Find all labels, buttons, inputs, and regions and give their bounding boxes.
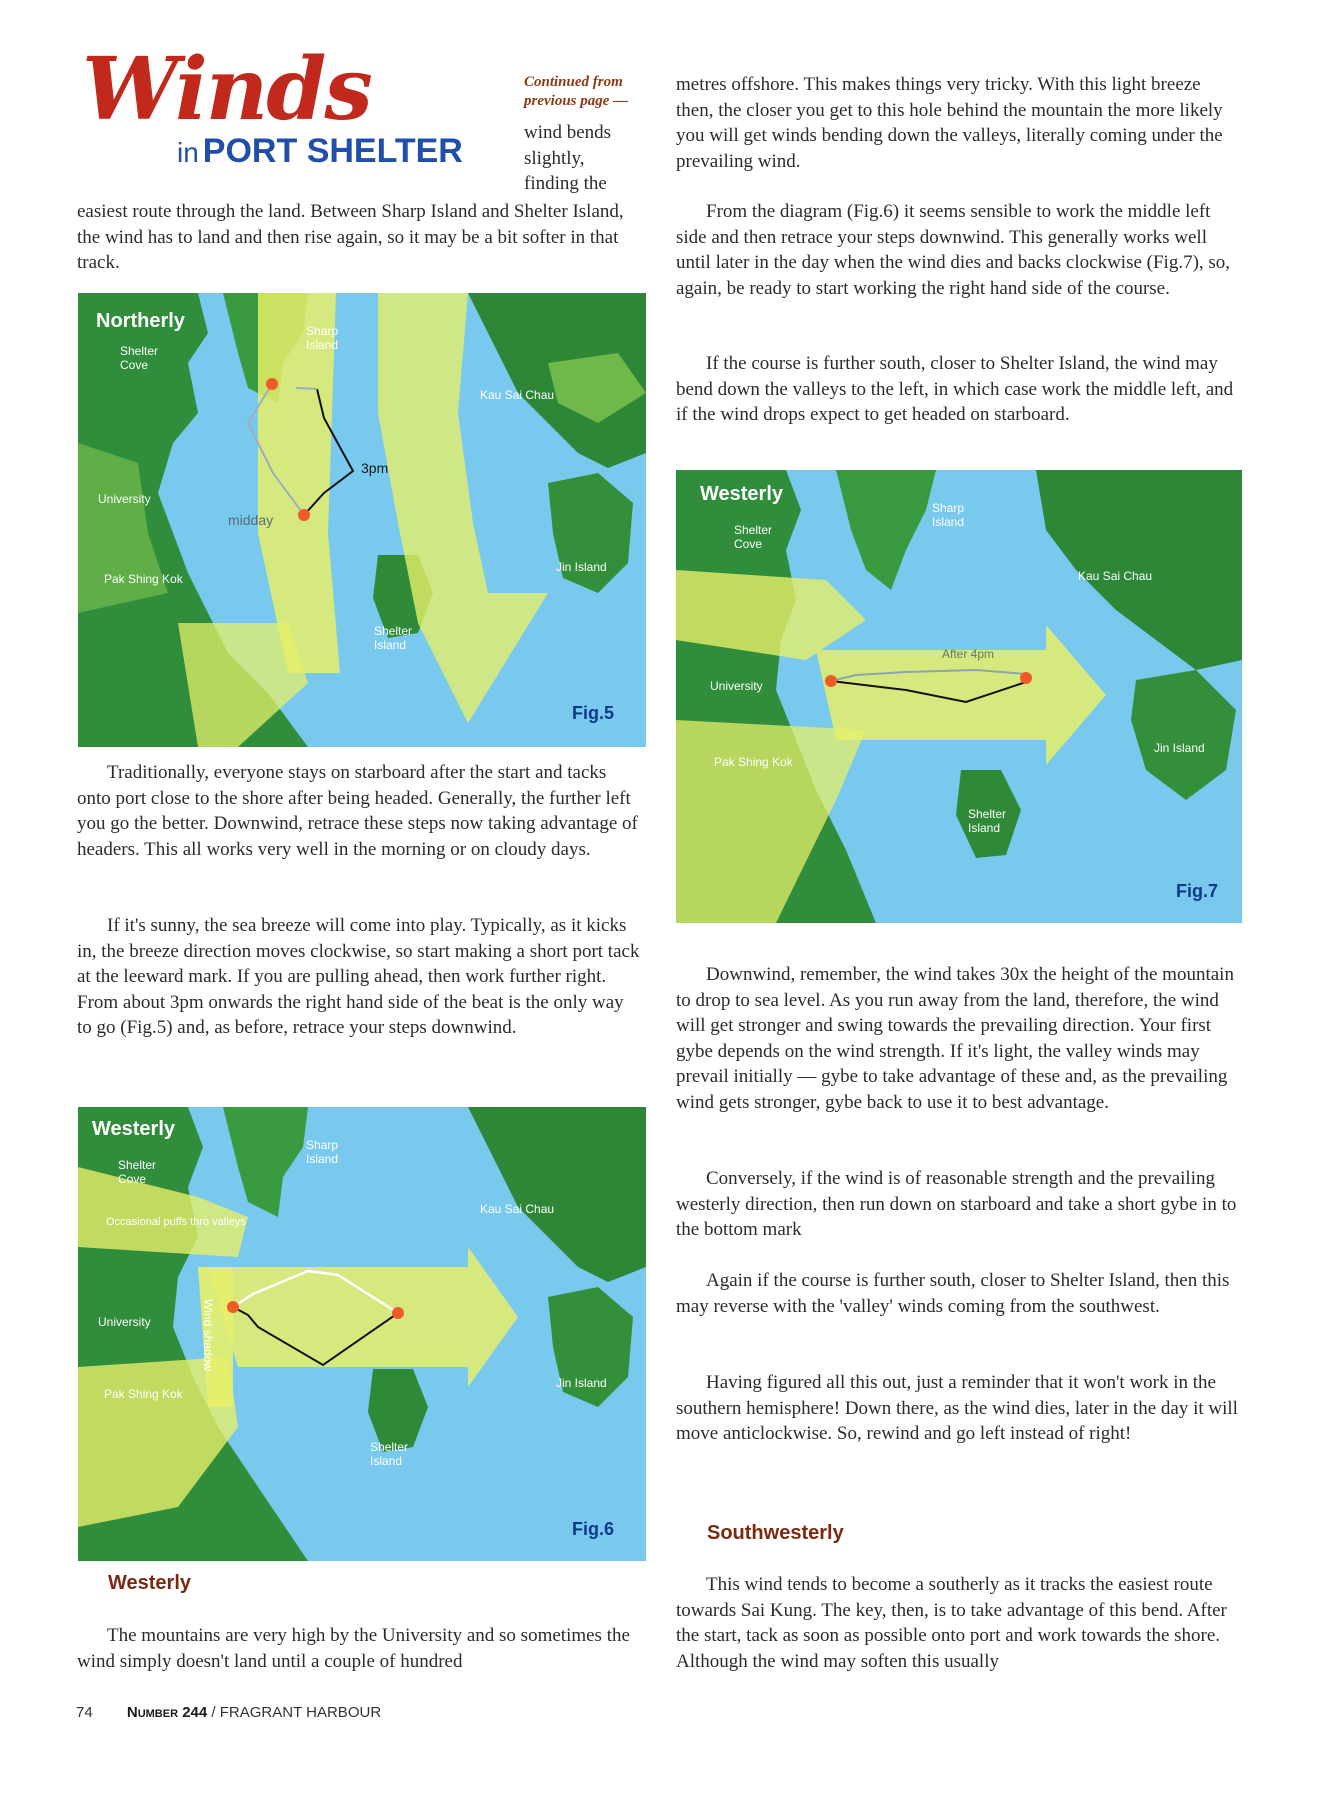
fig6-label-shelter-island: Island — [370, 1454, 403, 1468]
fig6-right-mark — [392, 1307, 404, 1319]
page-number: 74 — [76, 1704, 93, 1721]
intro-wrap — [524, 120, 644, 197]
fig6-label-kau-sai-chau: Kau Sai Chau — [480, 1202, 555, 1216]
footer-number-word: Number — [126, 1704, 179, 1721]
fig5-bottom-mark — [298, 509, 310, 521]
right-paragraph-2: From the diagram (Fig.6) it seems sensible to work the middle left side and then retrace your steps downwind. This generally works well until later in the day when the wind dies and backs clockwise (Fig.7), so, again, be ready to start working the right hand side of the course. — [676, 201, 1231, 299]
continued-note: Continued from previous page — — [524, 74, 629, 109]
fig5-label-sharp: Island — [306, 338, 339, 352]
fig6-label-jin-island: Jin Island — [556, 1376, 607, 1390]
fig5-label-shelter-cove: Cove — [120, 358, 149, 372]
fig5-label-shelter-island: Island — [374, 638, 407, 652]
fig7-label-kau-sai-chau: Kau Sai Chau — [1078, 569, 1153, 583]
fig5-label: Fig.5 — [572, 703, 615, 723]
figure-6-map — [78, 1107, 646, 1561]
right-paragraph-4: Downwind, remember, the wind takes 30x the height of the mountain to drop to sea level. As you run away from the land, therefore, the wind will get stronger and swing towards the prevailing direction. Your first gybe depends on the wind strength. If it's light, the valley winds may prevail initially — gybe to take advantage of these and, as the prevailing wind gets stronger, gybe back to use it to best advantage. — [676, 964, 1234, 1113]
title-subtitle — [177, 132, 463, 171]
fig5-label-sharp: Sharp — [306, 324, 339, 338]
subhead-southwesterly: Southwesterly — [707, 1522, 844, 1544]
fig6-heading: Westerly — [92, 1118, 176, 1140]
left-paragraph-1: Traditionally, everyone stays on starboard after the start and tacks onto port close to the shore after being headed. Generally, the further left you go the better. Downwind, retrace these steps now taking advantage of headers. This all works very well in the morning or on cloudy days. — [77, 762, 638, 860]
fig5-label-university: University — [98, 492, 151, 506]
fig6-svg — [78, 1107, 646, 1561]
fig6-label-university: University — [98, 1315, 151, 1329]
fig7-label-sharp: Sharp — [932, 501, 965, 515]
fig6-left-mark — [227, 1301, 239, 1313]
fig6-label: Fig.6 — [572, 1519, 615, 1539]
fig7-right-mark — [1020, 672, 1032, 684]
figure-7-map — [676, 470, 1242, 923]
fig5-label-midday: midday — [228, 512, 274, 528]
fig7-left-mark — [825, 675, 837, 687]
subhead-westerly: Westerly — [108, 1572, 192, 1594]
footer-publication: / FRAGRANT HARBOUR — [211, 1704, 382, 1721]
right-paragraph-7: Having figured all this out, just a reminder that it won't work in the southern hemisphere! Down there, as the wind dies, later in the day it will move anticlockwise. So, rewind and go left instead of right! — [676, 1372, 1238, 1444]
fig5-label-jin-island: Jin Island — [556, 560, 607, 574]
title-sub-main: PORT SHELTER — [202, 132, 463, 170]
fig6-label-sharp: Island — [306, 1152, 339, 1166]
fig7-label-jin-island: Jin Island — [1154, 741, 1205, 755]
left-paragraph-3: The mountains are very high by the University and so sometimes the wind simply doesn't land until a couple of hundred — [77, 1625, 630, 1672]
intro-line: wind bends — [524, 122, 612, 143]
right-paragraph-6: Again if the course is further south, closer to Shelter Island, then this may reverse with the 'valley' winds coming from the southwest. — [676, 1270, 1230, 1317]
article-title — [82, 40, 502, 170]
fig6-label-shelter-cove: Shelter — [118, 1158, 157, 1172]
fig7-svg — [676, 470, 1242, 923]
intro-line: slightly, — [524, 147, 585, 169]
fig6-label-wind-shadow: Wind shadow — [201, 1299, 215, 1372]
fig6-label-shelter-cove: Cove — [118, 1172, 147, 1186]
title-sub-prefix: in — [177, 137, 199, 168]
right-paragraph-5: Conversely, if the wind is of reasonable strength and the prevailing westerly direction, then run down on starboard and take a short gybe in to the bottom mark — [676, 1168, 1237, 1240]
fig7-label-pak-shing-kok: Pak Shing Kok — [714, 755, 793, 769]
fig7-label-shelter-island: Shelter — [968, 807, 1007, 821]
fig6-label-occasional: Occasional puffs thro valleys — [106, 1216, 246, 1228]
fig5-label-kau-sai-chau: Kau Sai Chau — [480, 388, 555, 402]
fig7-label-shelter-cove: Cove — [734, 537, 763, 551]
left-paragraph-2: If it's sunny, the sea breeze will come into play. Typically, as it kicks in, the breeze direction moves clockwise, so start making a short port tack at the leeward mark. If you are pulling ahead, then work further right. From about 3pm onwards the right hand side of the beat is the only way to go (Fig.5) and, as before, retrace your steps downwind. — [77, 915, 640, 1038]
fig7-label-university: University — [710, 679, 763, 693]
page-footer — [76, 1704, 381, 1721]
fig5-label-3pm: 3pm — [361, 460, 389, 476]
right-paragraph-8: This wind tends to become a southerly as it tracks the easiest route towards Sai Kung. The key, then, is to take advantage of this bend. After the start, tack as soon as possible onto port and work towards the shore. Although the wind may soften this usually — [676, 1574, 1227, 1672]
fig6-label-shelter-island: Shelter — [370, 1440, 409, 1454]
fig7-label: Fig.7 — [1176, 881, 1219, 901]
right-paragraph-3: If the course is further south, closer to Shelter Island, the wind may bend down the valleys to the left, in which case work the middle left, and if the wind drops expect to get headed on starboard. — [676, 353, 1234, 425]
intro-line: finding the — [524, 173, 607, 194]
intro-paragraph: easiest route through the land. Between Sharp Island and Shelter Island, the wind has to land and then rise again, so it may be a bit softer in that track. — [77, 201, 624, 273]
fig7-heading: Westerly — [700, 483, 784, 505]
footer-issue: 244 — [182, 1704, 208, 1721]
fig6-label-pak-shing-kok: Pak Shing Kok — [104, 1387, 183, 1401]
fig5-label-shelter-island: Shelter — [374, 624, 413, 638]
right-paragraph-1: metres offshore. This makes things very tricky. With this light breeze then, the closer you get to this hole behind the mountain the more likely you will get winds bending down the valleys, literally coming under the prevailing wind. — [676, 74, 1223, 172]
fig5-heading: Northerly — [96, 310, 185, 332]
fig5-top-mark — [266, 378, 278, 390]
fig7-label-shelter-island: Island — [968, 821, 1001, 835]
fig7-label-after-4pm: After 4pm — [942, 647, 995, 661]
figure-5-map — [78, 293, 646, 747]
fig6-label-sharp: Sharp — [306, 1138, 339, 1152]
fig7-label-sharp: Island — [932, 515, 965, 529]
fig5-label-shelter-cove: Shelter — [120, 344, 159, 358]
fig5-svg — [78, 293, 646, 747]
fig7-label-shelter-cove: Shelter — [734, 523, 773, 537]
title-script: Winds — [82, 39, 371, 140]
fig5-label-pak-shing-kok: Pak Shing Kok — [104, 572, 183, 586]
